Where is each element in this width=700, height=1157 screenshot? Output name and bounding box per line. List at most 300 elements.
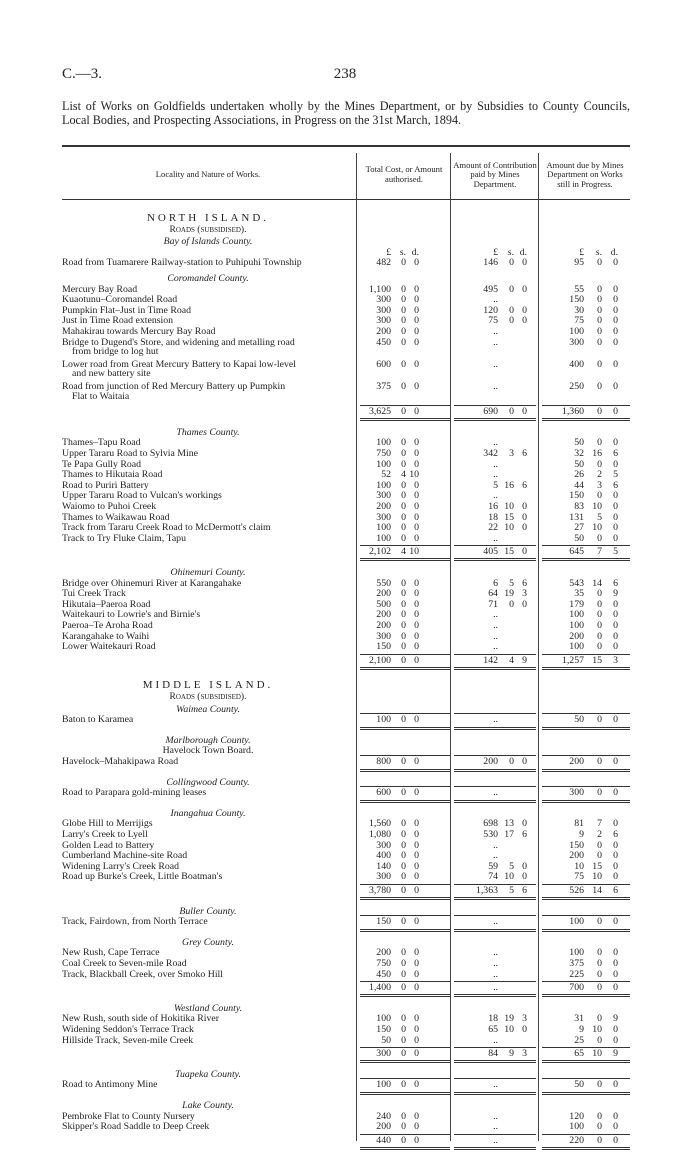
amount-cell: 14 bbox=[592, 885, 602, 896]
amount-cell: 0 bbox=[522, 756, 527, 767]
amount-cell: 0 bbox=[401, 437, 406, 449]
county-heading bbox=[62, 1101, 630, 1112]
table-row-continuation bbox=[62, 392, 630, 403]
entry-rule bbox=[454, 929, 536, 932]
amount-cell: 200 bbox=[376, 501, 391, 512]
amount-cell: 300 bbox=[376, 839, 391, 851]
amount-cell: 6 bbox=[522, 577, 527, 589]
amount-cell: 0 bbox=[414, 501, 419, 512]
amount-cell: 0 bbox=[613, 1134, 618, 1146]
amount-cell: 300 bbox=[376, 294, 391, 306]
amount-cell: 0 bbox=[613, 958, 618, 969]
amount-cell: 0 bbox=[401, 885, 406, 896]
table-row bbox=[62, 1025, 630, 1036]
amount-cell: 0 bbox=[414, 947, 419, 959]
total-row bbox=[62, 656, 630, 667]
table-row bbox=[62, 449, 630, 460]
amount-cell: 0 bbox=[401, 818, 406, 830]
amount-cell: 0 bbox=[401, 1034, 406, 1046]
heading-text: Havelock Town Board. bbox=[162, 745, 254, 757]
amount-cell: 15 bbox=[592, 654, 602, 666]
amount-cell: 1,080 bbox=[368, 829, 391, 840]
county-heading bbox=[62, 428, 630, 439]
amount-cell: 0 bbox=[401, 1079, 406, 1091]
amount-cell: 0 bbox=[613, 283, 618, 295]
amount-cell: .. bbox=[493, 326, 498, 337]
amount-cell: 0 bbox=[597, 968, 602, 980]
amount-cell: 0 bbox=[414, 315, 419, 327]
amount-cell: 0 bbox=[613, 620, 618, 631]
amount-cell: 10 bbox=[592, 501, 602, 512]
amount-cell: 16 bbox=[488, 501, 498, 512]
total-row bbox=[62, 407, 630, 418]
table-row bbox=[62, 788, 630, 799]
amount-cell: 0 bbox=[414, 304, 419, 316]
amount-cell: 26 bbox=[574, 469, 584, 481]
amount-cell: 0 bbox=[414, 958, 419, 969]
amount-cell: 6 bbox=[522, 829, 527, 840]
amount-cell: 142 bbox=[483, 654, 498, 666]
amount-cell: .. bbox=[493, 1079, 498, 1091]
amount-cell: 6 bbox=[493, 577, 498, 589]
table-row bbox=[62, 715, 630, 726]
county-heading bbox=[62, 237, 630, 248]
amount-cell: .. bbox=[493, 609, 498, 621]
amount-cell: .. bbox=[493, 381, 498, 392]
amount-cell: 0 bbox=[414, 1121, 419, 1133]
amount-cell: 10 bbox=[409, 469, 419, 481]
amount-cell: 10 bbox=[592, 1048, 602, 1060]
amount-cell: 500 bbox=[376, 598, 391, 610]
amount-cell: 0 bbox=[414, 577, 419, 589]
amount-cell: 5 bbox=[613, 469, 618, 481]
amount-cell: 3 bbox=[613, 654, 618, 666]
amount-cell: 75 bbox=[574, 315, 584, 327]
table-row bbox=[62, 757, 630, 768]
locality-text: Havelock–Mahakipawa Road bbox=[62, 757, 179, 767]
amount-cell: 150 bbox=[376, 916, 391, 928]
amount-cell: 0 bbox=[401, 448, 406, 459]
amount-cell: .. bbox=[493, 458, 498, 470]
amount-cell: 600 bbox=[376, 358, 391, 370]
amount-cell: 375 bbox=[569, 958, 584, 969]
col-header-total: Total Cost, or Amount authorised. bbox=[365, 164, 443, 184]
amount-cell: 0 bbox=[401, 1013, 406, 1025]
amount-cell: 10 bbox=[592, 871, 602, 883]
amount-cell: 0 bbox=[597, 620, 602, 631]
unit-label: d. bbox=[519, 246, 527, 258]
header-bottom-rule bbox=[62, 199, 630, 200]
table-row bbox=[62, 948, 630, 959]
amount-cell: 2,100 bbox=[368, 654, 391, 666]
amount-cell: 690 bbox=[483, 406, 498, 418]
amount-cell: 10 bbox=[592, 1024, 602, 1035]
amount-cell: 19 bbox=[504, 588, 514, 600]
amount-cell: 27 bbox=[574, 522, 584, 534]
amount-cell: 0 bbox=[597, 630, 602, 642]
amount-cell: 4 bbox=[509, 654, 514, 666]
table-row bbox=[62, 841, 630, 852]
amount-cell: 0 bbox=[522, 871, 527, 883]
amount-cell: 300 bbox=[569, 336, 584, 348]
entry-rule bbox=[542, 929, 630, 932]
amount-cell: 9 bbox=[613, 1013, 618, 1025]
amount-cell: 0 bbox=[414, 630, 419, 642]
amount-cell: 0 bbox=[401, 1110, 406, 1122]
amount-cell: 6 bbox=[522, 885, 527, 896]
amount-cell: 0 bbox=[613, 315, 618, 327]
table-row bbox=[62, 460, 630, 471]
amount-cell: 120 bbox=[483, 304, 498, 316]
table-row bbox=[62, 491, 630, 502]
table-row bbox=[62, 970, 630, 981]
amount-cell: 0 bbox=[414, 714, 419, 726]
table-row bbox=[62, 589, 630, 600]
amount-cell: 0 bbox=[401, 283, 406, 295]
heading-text: Waimea County. bbox=[176, 703, 240, 715]
entry-rule bbox=[454, 1092, 536, 1095]
amount-cell: 0 bbox=[613, 1110, 618, 1122]
amount-cell: 0 bbox=[522, 546, 527, 558]
amount-cell: 32 bbox=[574, 448, 584, 459]
entry-rule bbox=[360, 800, 450, 803]
amount-cell: 0 bbox=[414, 532, 419, 544]
amount-cell: 0 bbox=[414, 406, 419, 418]
heading-text: Ohinemuri County. bbox=[170, 567, 246, 578]
amount-cell: .. bbox=[493, 336, 498, 348]
amount-cell: 0 bbox=[401, 958, 406, 969]
table-row bbox=[62, 632, 630, 643]
amount-cell: 1,560 bbox=[368, 818, 391, 830]
amount-cell: 0 bbox=[613, 850, 618, 862]
amount-cell: 140 bbox=[376, 860, 391, 872]
amount-cell: 0 bbox=[414, 1013, 419, 1025]
amount-cell: 0 bbox=[509, 283, 514, 295]
page-number: 238 bbox=[333, 66, 357, 82]
amount-cell: 0 bbox=[522, 598, 527, 610]
amount-cell: 0 bbox=[401, 654, 406, 666]
amount-cell: .. bbox=[493, 1121, 498, 1133]
amount-cell: 0 bbox=[401, 358, 406, 370]
amount-cell: 0 bbox=[597, 437, 602, 449]
amount-cell: 50 bbox=[574, 458, 584, 470]
amount-cell: 0 bbox=[613, 1024, 618, 1035]
amount-cell: 15 bbox=[504, 511, 514, 523]
amount-cell: 400 bbox=[569, 358, 584, 370]
amount-cell: 150 bbox=[376, 1024, 391, 1035]
amount-cell: .. bbox=[493, 358, 498, 370]
amount-cell: 0 bbox=[597, 381, 602, 392]
amount-cell: 65 bbox=[488, 1024, 498, 1035]
amount-cell: 44 bbox=[574, 479, 584, 491]
amount-cell: 0 bbox=[509, 257, 514, 269]
amount-cell: 0 bbox=[597, 315, 602, 327]
amount-cell: 0 bbox=[522, 522, 527, 534]
table-row bbox=[62, 438, 630, 449]
heading-text: Bay of Islands County. bbox=[163, 236, 253, 248]
amount-cell: 50 bbox=[574, 437, 584, 449]
table-row bbox=[62, 830, 630, 841]
amount-cell: 0 bbox=[401, 1048, 406, 1060]
locality-text: Road up Burke's Creek, Little Boatman's bbox=[62, 872, 223, 883]
heading-text: Lake County. bbox=[182, 1100, 234, 1111]
amount-cell: 0 bbox=[509, 598, 514, 610]
amount-cell: 0 bbox=[613, 522, 618, 534]
amount-cell: 0 bbox=[597, 787, 602, 799]
heading-text: Tuapeka County. bbox=[175, 1068, 241, 1080]
amount-cell: 0 bbox=[401, 756, 406, 767]
table-row bbox=[62, 959, 630, 970]
amount-cell: 530 bbox=[483, 829, 498, 840]
amount-cell: 400 bbox=[376, 850, 391, 862]
locality-text: Waitekauri to Lowrie's and Birnie's bbox=[62, 610, 201, 621]
locality-text: New Rush, Cape Terrace bbox=[62, 948, 160, 959]
table-row bbox=[62, 327, 630, 338]
amount-cell: 0 bbox=[414, 885, 419, 896]
locality-text: Road to Antimony Mine bbox=[62, 1080, 158, 1091]
amount-cell: 10 bbox=[504, 871, 514, 883]
amount-cell: 0 bbox=[414, 829, 419, 840]
amount-cell: 0 bbox=[597, 947, 602, 959]
locality-text: Mercury Bay Road bbox=[62, 284, 138, 295]
section-name: NORTH ISLAND. bbox=[146, 212, 270, 224]
amount-cell: 0 bbox=[613, 406, 618, 418]
amount-cell: 5 bbox=[509, 885, 514, 896]
amount-cell: 0 bbox=[613, 381, 618, 392]
amount-cell: 100 bbox=[569, 947, 584, 959]
heading-text: Collingwood County. bbox=[166, 776, 250, 788]
entry-rule bbox=[542, 727, 630, 730]
amount-cell: 0 bbox=[613, 871, 618, 883]
amount-cell: 1,100 bbox=[368, 283, 391, 295]
amount-cell: 0 bbox=[613, 916, 618, 928]
amount-cell: 0 bbox=[414, 850, 419, 862]
amount-cell: 179 bbox=[569, 598, 584, 610]
amount-cell: 0 bbox=[522, 501, 527, 512]
amount-cell: 2 bbox=[597, 829, 602, 840]
amount-cell: 0 bbox=[414, 1024, 419, 1035]
section-subheading bbox=[62, 225, 630, 236]
amount-cell: 200 bbox=[376, 620, 391, 631]
amount-cell: 100 bbox=[569, 641, 584, 653]
total-row bbox=[62, 1136, 630, 1147]
amount-cell: 64 bbox=[488, 588, 498, 600]
amount-cell: 0 bbox=[401, 787, 406, 799]
table-row bbox=[62, 295, 630, 306]
county-heading bbox=[62, 809, 630, 820]
amount-cell: 7 bbox=[597, 546, 602, 558]
amount-cell: .. bbox=[493, 641, 498, 653]
amount-cell: 120 bbox=[569, 1110, 584, 1122]
amount-cell: 150 bbox=[569, 839, 584, 851]
table-row bbox=[62, 258, 630, 269]
locality-text: Flat to Waitaia bbox=[72, 391, 130, 402]
amount-cell: 9 bbox=[509, 1048, 514, 1060]
locality-text: Hikutaia–Paeroa Road bbox=[62, 599, 151, 610]
amount-cell: 1,257 bbox=[561, 654, 584, 666]
amount-cell: 0 bbox=[613, 326, 618, 337]
section-heading bbox=[62, 680, 630, 691]
amount-cell: 83 bbox=[574, 501, 584, 512]
amount-cell: .. bbox=[493, 1034, 498, 1046]
amount-cell: 18 bbox=[488, 1013, 498, 1025]
amount-cell: 100 bbox=[569, 916, 584, 928]
section-heading bbox=[62, 213, 630, 224]
amount-cell: 800 bbox=[376, 756, 391, 767]
table-row bbox=[62, 1112, 630, 1123]
amount-cell: 7 bbox=[597, 818, 602, 830]
amount-cell: 0 bbox=[401, 609, 406, 621]
amount-cell: .. bbox=[493, 714, 498, 726]
section-sub: Roads (subsidised). bbox=[169, 224, 247, 235]
amount-cell: 74 bbox=[488, 871, 498, 883]
amount-cell: 100 bbox=[569, 326, 584, 337]
amount-cell: .. bbox=[493, 1110, 498, 1122]
units-row bbox=[62, 248, 630, 259]
amount-cell: 75 bbox=[574, 871, 584, 883]
amount-cell: 0 bbox=[414, 620, 419, 631]
amount-cell: 0 bbox=[597, 982, 602, 994]
amount-cell: 0 bbox=[414, 511, 419, 523]
table-row-continuation bbox=[62, 347, 630, 358]
amount-cell: 10 bbox=[504, 522, 514, 534]
amount-cell: 0 bbox=[522, 283, 527, 295]
heading-text: Thames County. bbox=[176, 426, 240, 438]
amount-cell: 0 bbox=[597, 714, 602, 726]
locality-text: Larry's Creek to Lyell bbox=[62, 830, 148, 840]
locality-text: Widening Larry's Creek Road bbox=[62, 861, 179, 872]
amount-cell: 0 bbox=[401, 982, 406, 994]
amount-cell: 0 bbox=[613, 358, 618, 370]
locality-text: Thames to Hikutaia Road bbox=[62, 470, 163, 481]
amount-cell: 0 bbox=[401, 968, 406, 980]
county-heading bbox=[62, 274, 630, 285]
amount-cell: 0 bbox=[613, 294, 618, 306]
section-name: MIDDLE ISLAND. bbox=[142, 679, 274, 692]
amount-cell: 200 bbox=[483, 756, 498, 767]
works-table bbox=[62, 145, 630, 1145]
entry-rule bbox=[542, 800, 630, 803]
locality-text: Upper Tararu Road to Vulcan's workings bbox=[62, 491, 222, 502]
amount-cell: 3,625 bbox=[368, 406, 391, 418]
amount-cell: 645 bbox=[569, 546, 584, 558]
amount-cell: 0 bbox=[414, 787, 419, 799]
amount-cell: 35 bbox=[574, 588, 584, 600]
amount-cell: 0 bbox=[597, 304, 602, 316]
amount-cell: 200 bbox=[376, 588, 391, 600]
table-row-continuation bbox=[62, 369, 630, 380]
amount-cell: 5 bbox=[493, 479, 498, 491]
amount-cell: 0 bbox=[522, 1024, 527, 1035]
amount-cell: 0 bbox=[597, 598, 602, 610]
amount-cell: 0 bbox=[414, 860, 419, 872]
report-code: C.—3. bbox=[62, 66, 103, 82]
amount-cell: 200 bbox=[569, 850, 584, 862]
locality-text: Coal Creek to Seven-mile Road bbox=[62, 959, 187, 969]
amount-cell: .. bbox=[493, 294, 498, 306]
table-row bbox=[62, 1080, 630, 1091]
amount-cell: 0 bbox=[401, 479, 406, 491]
amount-cell: 0 bbox=[597, 326, 602, 337]
page-header bbox=[62, 66, 628, 86]
unit-label: s. bbox=[399, 246, 406, 258]
total-row bbox=[62, 886, 630, 897]
locality-text: Cumberland Machine-site Road bbox=[62, 851, 188, 862]
amount-cell: 0 bbox=[522, 315, 527, 327]
amount-cell: 15 bbox=[592, 860, 602, 872]
amount-cell: 0 bbox=[414, 756, 419, 767]
amount-cell: 0 bbox=[597, 850, 602, 862]
amount-cell: 0 bbox=[509, 315, 514, 327]
amount-cell: 0 bbox=[597, 609, 602, 621]
amount-cell: 5 bbox=[509, 860, 514, 872]
amount-cell: 131 bbox=[569, 511, 584, 523]
amount-cell: 146 bbox=[483, 257, 498, 269]
amount-cell: 0 bbox=[597, 1079, 602, 1091]
amount-cell: 550 bbox=[376, 577, 391, 589]
amount-cell: 0 bbox=[401, 1121, 406, 1133]
amount-cell: 0 bbox=[401, 381, 406, 392]
amount-cell: 3 bbox=[522, 1048, 527, 1060]
locality-text: Thames–Tapu Road bbox=[62, 438, 141, 449]
amount-cell: 0 bbox=[613, 787, 618, 799]
amount-cell: 0 bbox=[414, 1048, 419, 1060]
amount-cell: 100 bbox=[376, 1079, 391, 1091]
amount-cell: 0 bbox=[597, 1034, 602, 1046]
locality-text: Widening Seddon's Terrace Track bbox=[62, 1025, 194, 1035]
amount-cell: 0 bbox=[401, 620, 406, 631]
amount-cell: 0 bbox=[597, 458, 602, 470]
amount-cell: 5 bbox=[509, 577, 514, 589]
amount-cell: 100 bbox=[569, 609, 584, 621]
amount-cell: 150 bbox=[569, 490, 584, 502]
amount-cell: 3,780 bbox=[368, 885, 391, 896]
amount-cell: 0 bbox=[597, 283, 602, 295]
amount-cell: 0 bbox=[414, 871, 419, 883]
amount-cell: 0 bbox=[522, 304, 527, 316]
locality-text: Track from Tararu Creek Road to McDermott's claim bbox=[62, 523, 271, 534]
unit-label: s. bbox=[595, 246, 602, 258]
amount-cell: 0 bbox=[613, 501, 618, 512]
amount-cell: 300 bbox=[376, 304, 391, 316]
locality-text: Paeroa–Te Aroha Road bbox=[62, 621, 153, 631]
amount-cell: 0 bbox=[401, 501, 406, 512]
amount-cell: 0 bbox=[613, 968, 618, 980]
locality-text: Kuaotunu–Coromandel Road bbox=[62, 295, 178, 306]
total-row bbox=[62, 983, 630, 994]
entry-rule bbox=[454, 800, 536, 803]
table-row bbox=[62, 872, 630, 883]
table-row bbox=[62, 502, 630, 513]
amount-cell: 6 bbox=[613, 577, 618, 589]
amount-cell: 0 bbox=[522, 860, 527, 872]
amount-cell: 50 bbox=[381, 1034, 391, 1046]
amount-cell: 50 bbox=[574, 532, 584, 544]
amount-cell: 71 bbox=[488, 598, 498, 610]
amount-cell: 698 bbox=[483, 818, 498, 830]
amount-cell: 700 bbox=[569, 982, 584, 994]
amount-cell: 100 bbox=[376, 1013, 391, 1025]
amount-cell: 0 bbox=[597, 756, 602, 767]
amount-cell: 0 bbox=[414, 839, 419, 851]
amount-cell: 0 bbox=[401, 641, 406, 653]
amount-cell: 0 bbox=[401, 714, 406, 726]
amount-cell: 84 bbox=[488, 1048, 498, 1060]
amount-cell: 75 bbox=[488, 315, 498, 327]
amount-cell: 16 bbox=[592, 448, 602, 459]
amount-cell: 150 bbox=[569, 294, 584, 306]
section-sub: Roads (subsidised). bbox=[169, 692, 247, 702]
